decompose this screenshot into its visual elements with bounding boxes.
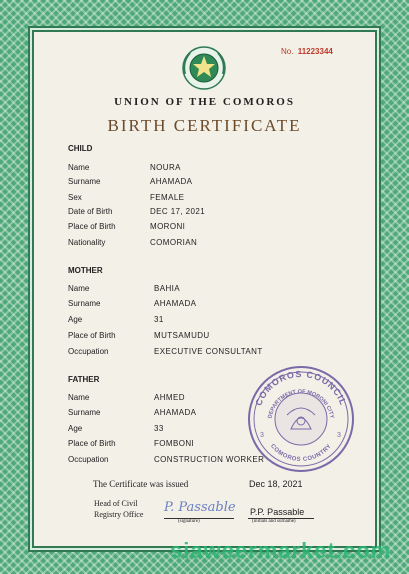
- father-name-label: Name: [68, 393, 90, 402]
- seal-number-right: 3: [337, 432, 341, 439]
- mother-name-value: BAHIA: [154, 284, 181, 293]
- handwritten-signature: P. Passable: [164, 500, 236, 515]
- seal-number-left: 3: [260, 432, 264, 439]
- mother-age-value: 31: [154, 315, 164, 324]
- child-sex-label: Sex: [68, 193, 82, 202]
- watermark-text: siaweermarket.com: [170, 538, 392, 563]
- father-surname-value: AHAMADA: [154, 408, 197, 417]
- child-name-value: NOURA: [150, 163, 181, 172]
- serial-label: No.: [281, 47, 294, 56]
- child-nationality-label: Nationality: [68, 238, 106, 247]
- issued-label: The Certificate was issued: [93, 479, 189, 489]
- child-dob-label: Date of Birth: [68, 207, 113, 216]
- certificate-title: BIRTH CERTIFICATE: [107, 116, 302, 135]
- serial-value: 11223344: [297, 47, 333, 56]
- serial-number: [281, 47, 333, 56]
- child-dob-value: DEC 17, 2021: [150, 207, 206, 216]
- child-sex-value: FEMALE: [150, 193, 185, 202]
- child-name-label: Name: [68, 163, 90, 172]
- father-pob-value: FOMBONI: [154, 439, 195, 448]
- child-pob-value: MORONI: [150, 222, 186, 231]
- father-age-label: Age: [68, 424, 83, 433]
- father-heading: FATHER: [68, 375, 100, 384]
- seal-top-text: COMOROS COUNCIL: [253, 368, 349, 408]
- child-surname-value: AHAMADA: [150, 177, 193, 186]
- mother-heading: MOTHER: [68, 266, 103, 275]
- child-surname-label: Surname: [68, 177, 101, 186]
- printed-name: P.P. Passable: [250, 507, 305, 517]
- father-surname-label: Surname: [68, 408, 101, 417]
- mother-occupation-label: Occupation: [68, 347, 109, 356]
- mother-name-label: Name: [68, 284, 90, 293]
- coat-of-arms-icon: [174, 44, 234, 92]
- name-caption: (initials and surname): [252, 519, 296, 524]
- mother-pob-value: MUTSAMUDU: [154, 331, 210, 340]
- council-seal-stamp: [245, 363, 357, 475]
- seal-bottom-text: COMOROS COUNTRY: [269, 443, 333, 464]
- issued-date: Dec 18, 2021: [249, 479, 303, 489]
- seal-mid-text: DEPARTMENT OF MORONI CITY: [267, 388, 335, 420]
- mother-age-label: Age: [68, 315, 83, 324]
- father-age-value: 33: [154, 424, 164, 433]
- father-name-value: AHMED: [154, 393, 185, 402]
- child-nationality-value: COMORIAN: [150, 238, 198, 247]
- child-pob-label: Place of Birth: [68, 222, 116, 231]
- mother-surname-value: AHAMADA: [154, 299, 197, 308]
- signature-caption: (signature): [178, 519, 200, 524]
- child-heading: CHILD: [68, 144, 93, 153]
- mother-pob-label: Place of Birth: [68, 331, 116, 340]
- mother-surname-label: Surname: [68, 299, 101, 308]
- country-name: UNION OF THE COMOROS: [114, 96, 295, 108]
- mother-occupation-value: EXECUTIVE CONSULTANT: [154, 347, 263, 356]
- registry-office-label: Head of Civil Registry Office: [94, 499, 144, 519]
- father-occupation-value: CONSTRUCTION WORKER: [154, 455, 265, 464]
- father-occupation-label: Occupation: [68, 455, 109, 464]
- father-pob-label: Place of Birth: [68, 439, 116, 448]
